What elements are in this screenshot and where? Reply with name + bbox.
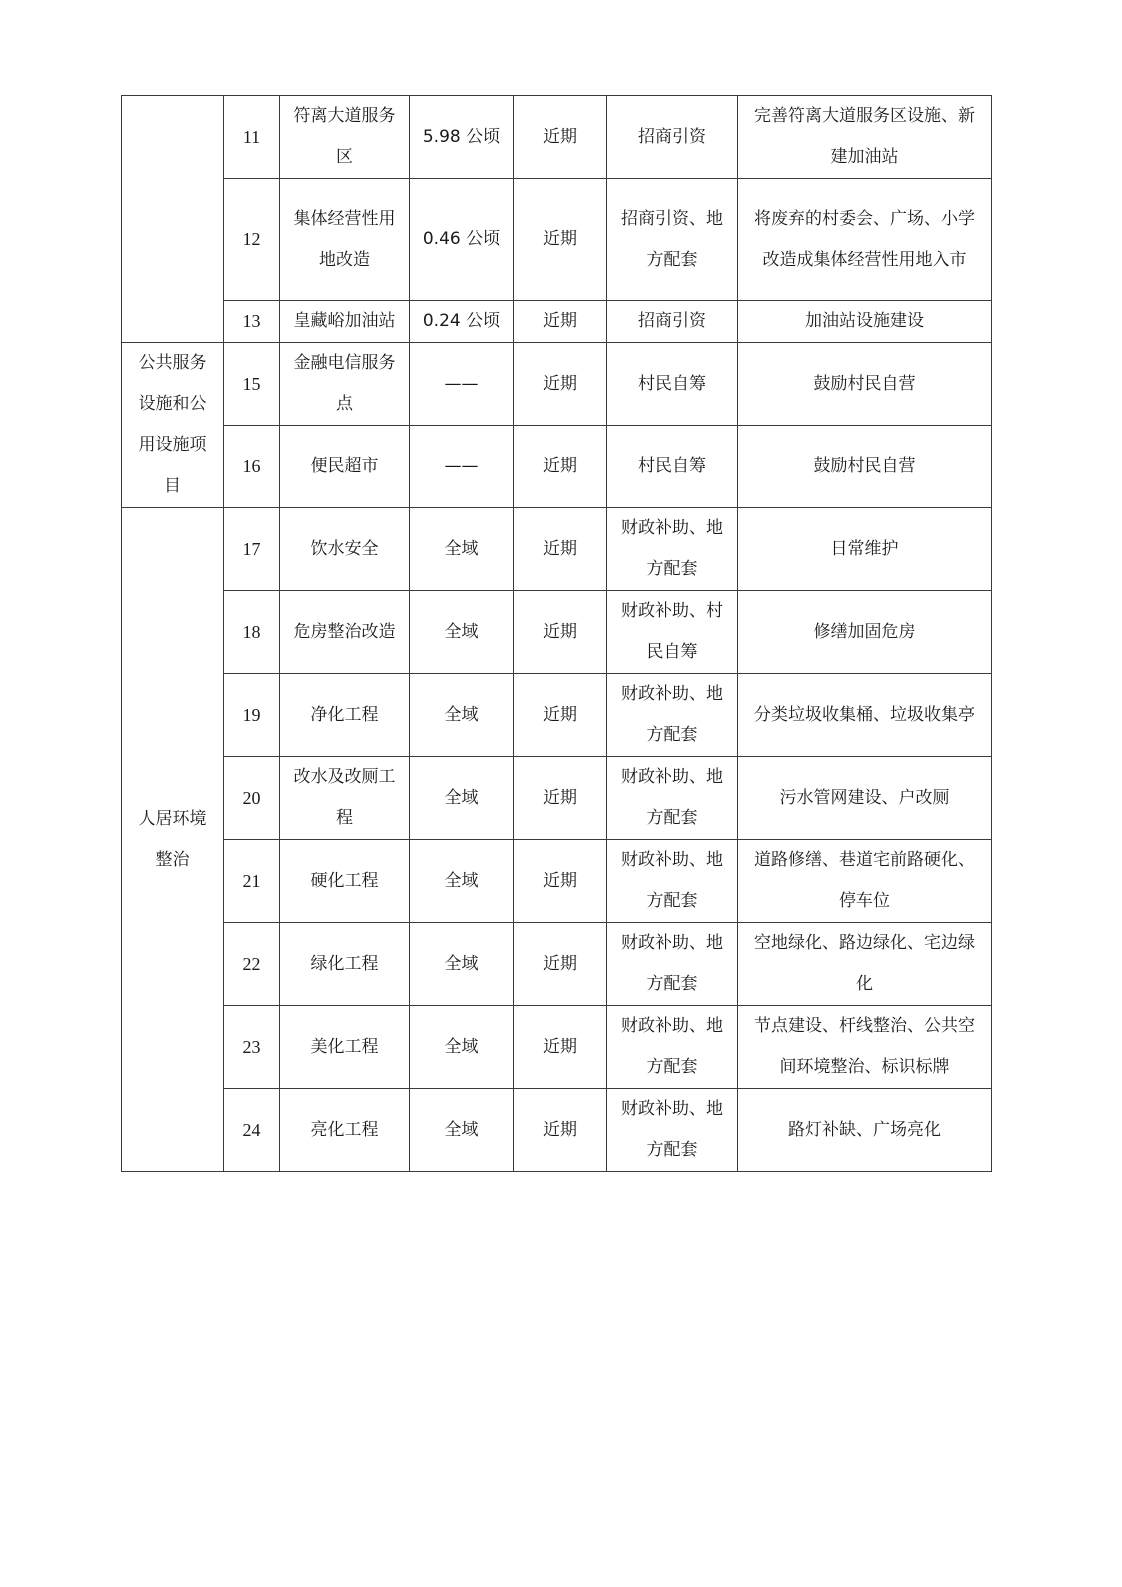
project-content: 鼓励村民自营 [738,343,992,426]
project-name: 金融电信服务点 [280,343,410,426]
project-name: 改水及改厕工程 [280,757,410,840]
project-name: 符离大道服务区 [280,96,410,179]
category-cell [122,96,224,343]
project-content: 节点建设、杆线整治、公共空间环境整治、标识标牌 [738,1006,992,1089]
project-area: 全域 [410,840,514,923]
project-area: 全域 [410,923,514,1006]
funding-source: 招商引资、地方配套 [607,179,738,301]
item-number: 18 [224,591,280,674]
project-name: 集体经营性用地改造 [280,179,410,301]
project-area: 全域 [410,757,514,840]
project-name: 便民超市 [280,426,410,508]
funding-source: 财政补助、村民自筹 [607,591,738,674]
item-number: 22 [224,923,280,1006]
project-area: 5.98 公顷 [410,96,514,179]
funding-source: 村民自筹 [607,343,738,426]
project-period: 近期 [514,1006,607,1089]
table-row [122,757,992,840]
item-number: 19 [224,674,280,757]
item-number: 11 [224,96,280,179]
project-name: 饮水安全 [280,508,410,591]
project-area: —— [410,426,514,508]
funding-source: 财政补助、地方配套 [607,674,738,757]
project-area: 0.24 公顷 [410,301,514,343]
project-area: —— [410,343,514,426]
category-cell: 人居环境整治 [122,508,224,1172]
project-area: 全域 [410,591,514,674]
project-period: 近期 [514,96,607,179]
project-area: 全域 [410,1089,514,1172]
item-number: 15 [224,343,280,426]
project-area: 全域 [410,674,514,757]
item-number: 21 [224,840,280,923]
funding-source: 村民自筹 [607,426,738,508]
table-row [122,343,992,426]
project-name: 亮化工程 [280,1089,410,1172]
funding-source: 财政补助、地方配套 [607,923,738,1006]
project-period: 近期 [514,179,607,301]
project-name: 皇藏峪加油站 [280,301,410,343]
table-row [122,179,992,301]
project-content: 加油站设施建设 [738,301,992,343]
funding-source: 财政补助、地方配套 [607,757,738,840]
item-number: 12 [224,179,280,301]
item-number: 24 [224,1089,280,1172]
item-number: 20 [224,757,280,840]
project-content: 日常维护 [738,508,992,591]
table-row [122,426,992,508]
project-name: 美化工程 [280,1006,410,1089]
funding-source: 财政补助、地方配套 [607,1006,738,1089]
project-content: 修缮加固危房 [738,591,992,674]
funding-source: 招商引资 [607,96,738,179]
project-content: 空地绿化、路边绿化、宅边绿化 [738,923,992,1006]
project-name: 净化工程 [280,674,410,757]
funding-source: 财政补助、地方配套 [607,508,738,591]
project-period: 近期 [514,757,607,840]
project-name: 危房整治改造 [280,591,410,674]
project-period: 近期 [514,343,607,426]
project-content: 完善符离大道服务区设施、新建加油站 [738,96,992,179]
funding-source: 财政补助、地方配套 [607,840,738,923]
project-period: 近期 [514,508,607,591]
project-content: 将废弃的村委会、广场、小学改造成集体经营性用地入市 [738,179,992,301]
project-area: 全域 [410,508,514,591]
project-period: 近期 [514,591,607,674]
project-area: 全域 [410,1006,514,1089]
project-content: 鼓励村民自营 [738,426,992,508]
project-content: 道路修缮、巷道宅前路硬化、停车位 [738,840,992,923]
table-row [122,674,992,757]
funding-source: 招商引资 [607,301,738,343]
table-row [122,96,992,179]
table-row [122,508,992,591]
project-period: 近期 [514,923,607,1006]
funding-source: 财政补助、地方配套 [607,1089,738,1172]
project-name: 硬化工程 [280,840,410,923]
project-content: 分类垃圾收集桶、垃圾收集亭 [738,674,992,757]
item-number: 17 [224,508,280,591]
table-row [122,301,992,343]
item-number: 13 [224,301,280,343]
project-content: 污水管网建设、户改厕 [738,757,992,840]
project-period: 近期 [514,301,607,343]
category-cell: 公共服务设施和公用设施项目 [122,343,224,508]
item-number: 16 [224,426,280,508]
project-period: 近期 [514,840,607,923]
project-content: 路灯补缺、广场亮化 [738,1089,992,1172]
project-period: 近期 [514,1089,607,1172]
project-period: 近期 [514,426,607,508]
item-number: 23 [224,1006,280,1089]
project-name: 绿化工程 [280,923,410,1006]
table-row [122,840,992,923]
table-row [122,1006,992,1089]
project-plan-table [121,95,992,1172]
project-area: 0.46 公顷 [410,179,514,301]
table-row [122,1089,992,1172]
project-period: 近期 [514,674,607,757]
table-row [122,591,992,674]
table-row [122,923,992,1006]
